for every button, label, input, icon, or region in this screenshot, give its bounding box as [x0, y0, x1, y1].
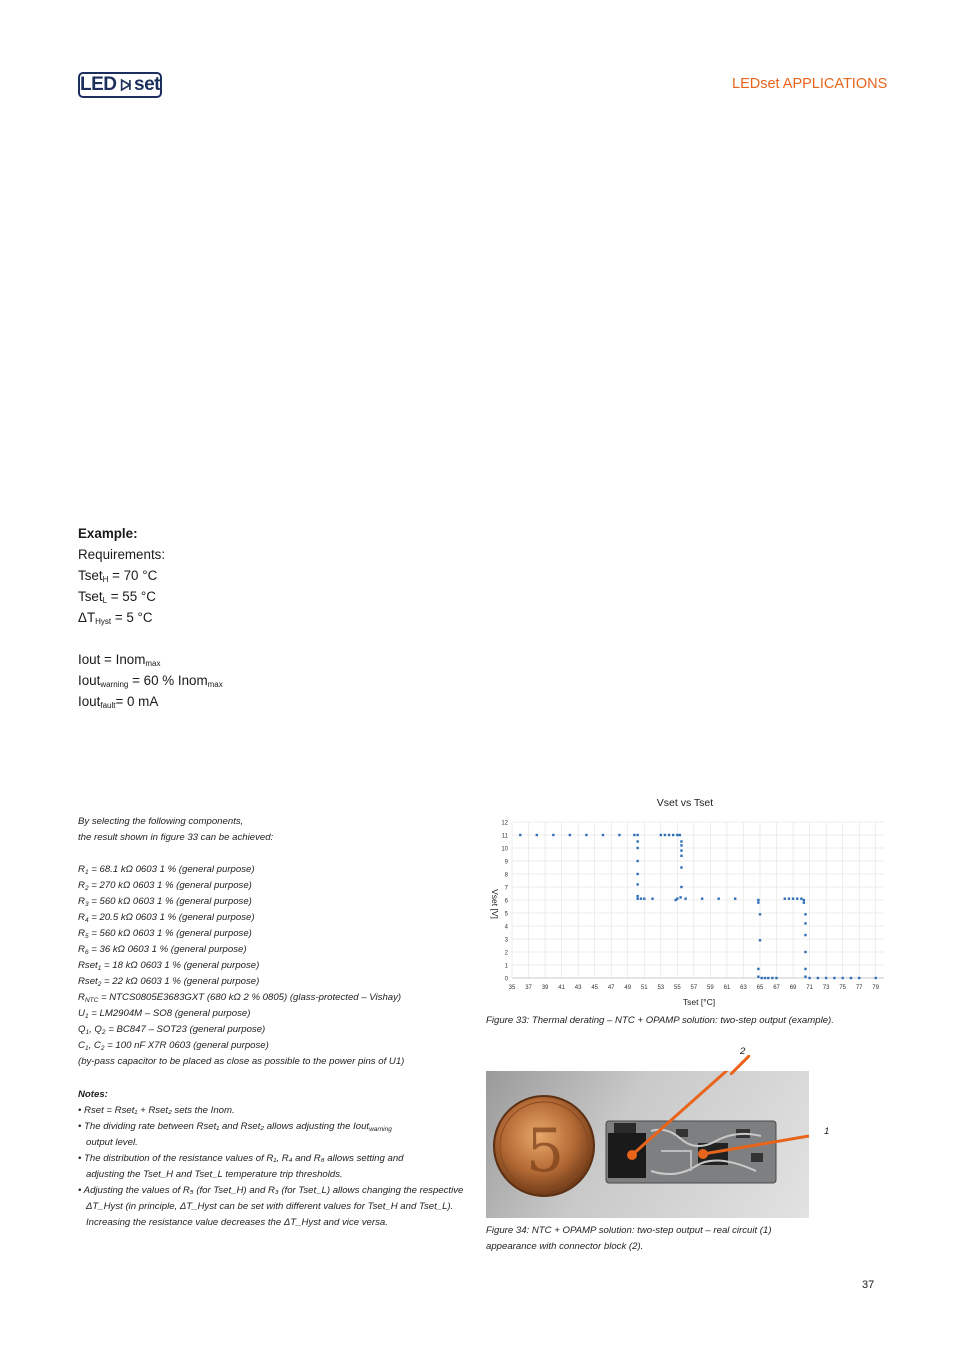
example-block: [78, 523, 223, 712]
component-r1: $R_1 = 68.1$ kΩ 0603 1 % (general purpose): [78, 864, 255, 876]
x-tick-label: 61: [723, 985, 731, 991]
data-point: [788, 898, 790, 900]
y-tick-label: 8: [504, 872, 508, 879]
data-point: [636, 895, 638, 897]
data-point: [636, 898, 638, 900]
data-point: [808, 977, 810, 979]
note-2-cont: output level.: [86, 1137, 138, 1148]
data-point: [771, 977, 773, 979]
data-point: [804, 934, 806, 936]
note-3-cont: adjusting the Tset_H and Tset_L temperature trip thresholds.: [86, 1169, 343, 1180]
components-intro-2: the result shown in figure 33 can be achieved:: [78, 832, 274, 843]
component-list: [78, 814, 478, 1070]
notes-block: [78, 1087, 478, 1231]
data-point: [569, 834, 571, 836]
data-point: [660, 834, 662, 836]
x-tick-label: 39: [541, 985, 549, 991]
data-point: [804, 968, 806, 970]
data-point: [680, 844, 682, 846]
data-point: [636, 847, 638, 849]
data-point: [636, 860, 638, 862]
iout-warning-line: Iout$_{warning}$ = 60 % Inom$_{max}$: [78, 673, 223, 689]
note-2: • The dividing rate between Rset₁ and Rset₂ allows adjusting the Iout$_{warning}$: [78, 1121, 392, 1133]
chart-x-label: Tset [°C]: [682, 997, 716, 1007]
data-point: [800, 898, 802, 900]
component-r3: $R_3 = 560$ kΩ 0603 1 % (general purpose): [78, 896, 252, 908]
data-point: [804, 922, 806, 924]
component-r4: $R_4 = 20.5$ kΩ 0603 1 % (general purpose): [78, 912, 255, 924]
callout-1-dot: [698, 1149, 708, 1159]
vset-vs-tset-chart: [482, 792, 892, 1014]
data-point: [680, 840, 682, 842]
chart-title: Vset vs Tset: [656, 797, 714, 809]
x-tick-label: 63: [740, 985, 747, 991]
component-c: $C_1$, $C_2 = 100$ nF X7R 0603 (general purpose): [78, 1040, 269, 1052]
data-point: [784, 898, 786, 900]
data-point: [672, 834, 674, 836]
x-tick-label: 73: [822, 985, 830, 991]
callout-2-dot: [627, 1150, 637, 1160]
tset-l-line: Tset$_L$ = 55 °C: [78, 589, 156, 605]
data-point: [825, 977, 827, 979]
x-tick-label: 35: [508, 985, 516, 991]
data-point: [759, 913, 761, 915]
data-point: [643, 898, 645, 900]
note-1: • Rset = Rset₁ + Rset₂ sets the Inom.: [78, 1105, 235, 1116]
y-tick-label: 0: [504, 976, 508, 983]
note-3: • The distribution of the resistance values of R₁, R₄ and R₆ allows setting and: [78, 1153, 404, 1164]
logo-text-set: set: [134, 74, 160, 95]
component-r2: $R_2 = 270$ kΩ 0603 1 % (general purpose): [78, 880, 252, 892]
data-point: [775, 977, 777, 979]
callout-2-leader-outside: [730, 1055, 750, 1075]
y-tick-label: 1: [504, 963, 508, 970]
data-point: [757, 899, 759, 901]
y-tick-label: 12: [501, 820, 508, 827]
note-4-cont-2: Increasing the resistance value decreases the ΔT_Hyst and vice versa.: [86, 1217, 388, 1228]
iout-line: Iout = Inom$_{max}$: [78, 652, 161, 668]
chart-grid: [512, 822, 884, 978]
y-tick-label: 10: [501, 846, 508, 853]
y-tick-label: 3: [504, 937, 508, 944]
x-tick-label: 79: [872, 985, 880, 991]
x-tick-label: 69: [789, 985, 797, 991]
data-point: [684, 898, 686, 900]
callout-label-1: 1: [824, 1126, 830, 1137]
notes-heading: Notes:: [78, 1089, 108, 1100]
data-point: [651, 898, 653, 900]
x-tick-label: 55: [673, 985, 681, 991]
data-point: [804, 951, 806, 953]
callout-label-2: 2: [740, 1046, 746, 1057]
data-point: [674, 899, 676, 901]
data-point: [841, 977, 843, 979]
data-point: [679, 896, 681, 898]
y-tick-label: 4: [504, 924, 508, 931]
figure-33-caption: Figure 33: Thermal derating – NTC + OPAMP solution: two-step output (example).: [486, 1015, 834, 1026]
circuit-board-illustration: [486, 1071, 809, 1218]
x-tick-label: 71: [806, 985, 813, 991]
data-point: [633, 834, 635, 836]
data-point: [519, 834, 521, 836]
component-u1: $U_1 = LM2904M - SO8$ (general purpose): [78, 1008, 251, 1020]
data-point: [636, 840, 638, 842]
data-point: [585, 834, 587, 836]
x-tick-label: 53: [657, 985, 665, 991]
x-tick-label: 51: [640, 985, 648, 991]
x-tick-label: 41: [558, 985, 565, 991]
data-point: [850, 977, 852, 979]
data-point: [664, 834, 666, 836]
data-point: [640, 898, 642, 900]
x-tick-label: 77: [855, 985, 863, 991]
data-point: [817, 977, 819, 979]
data-point: [804, 913, 806, 915]
chart-y-ticks: [501, 821, 508, 983]
data-point: [680, 855, 682, 857]
component-rset1: Rset$_1$ = 18 kΩ 0603 1 % (general purpose): [78, 960, 260, 972]
x-tick-label: 65: [756, 985, 764, 991]
chart-points: [519, 834, 877, 979]
data-point: [858, 977, 860, 979]
x-tick-label: 47: [607, 985, 615, 991]
data-point: [636, 873, 638, 875]
data-point: [636, 834, 638, 836]
y-tick-label: 5: [504, 911, 508, 918]
data-point: [792, 898, 794, 900]
example-heading: Example:: [78, 526, 138, 541]
data-point: [760, 977, 762, 979]
components-intro-1: By selecting the following components,: [78, 816, 244, 827]
data-point: [833, 977, 835, 979]
component-r5: $R_5 = 560$ kΩ 0603 1 % (general purpose): [78, 928, 252, 940]
x-tick-label: 59: [707, 985, 714, 991]
data-point: [734, 898, 736, 900]
data-point: [680, 866, 682, 868]
iout-fault-line: Iout$_{fault}$= 0 mA: [78, 694, 159, 710]
x-tick-label: 57: [690, 985, 698, 991]
y-tick-label: 6: [504, 898, 508, 905]
circuit-photo: [486, 1071, 809, 1218]
data-point: [757, 901, 759, 903]
data-point: [680, 849, 682, 851]
component-r6: $R_6 = 36$ kΩ 0603 1 % (general purpose): [78, 944, 247, 956]
page-number: 37: [862, 1279, 875, 1291]
x-tick-label: 37: [525, 985, 532, 991]
figure-34-caption: [486, 1223, 816, 1255]
x-tick-label: 75: [839, 985, 847, 991]
data-point: [636, 883, 638, 885]
data-point: [536, 834, 538, 836]
x-tick-label: 43: [574, 985, 582, 991]
data-point: [602, 834, 604, 836]
tset-h-line: Tset$_H$ = 70 °C: [78, 568, 158, 584]
requirements-label: Requirements:: [78, 547, 166, 562]
data-point: [757, 976, 759, 978]
figure-34-caption-line-1: Figure 34: NTC + OPAMP solution: two-step output – real circuit (1): [486, 1225, 772, 1236]
data-point: [804, 976, 806, 978]
data-point: [803, 899, 805, 901]
y-tick-label: 11: [501, 833, 508, 840]
data-point: [618, 834, 620, 836]
data-point: [767, 977, 769, 979]
note-4: • Adjusting the values of R₅ (for Tset_H) and R₃ (for Tset_L) allows changing the respective: [78, 1185, 464, 1196]
y-tick-label: 9: [504, 859, 508, 866]
component-rntc: $R_{NTC}$ = NTCS0805E3683GXT (680 kΩ 2 % 0805) (glass-protected – Vishay): [78, 992, 402, 1004]
coin-icon: [494, 1096, 594, 1196]
component-rset2: Rset$_2$ = 22 kΩ 0603 1 % (general purpose): [78, 976, 260, 988]
component-q: $Q_1$, $Q_2 = BC847 - SOT23$ (general purpose): [78, 1024, 266, 1036]
y-tick-label: 7: [504, 885, 508, 892]
ledset-logo: [78, 72, 162, 98]
data-point: [759, 939, 761, 941]
x-tick-label: 49: [624, 985, 632, 991]
data-point: [764, 977, 766, 979]
component-bypass-note: (by-pass capacitor to be placed as close as possible to the power pins of U1): [78, 1056, 405, 1067]
data-point: [676, 834, 678, 836]
dt-hyst-line: $\Delta T_{Hyst} = 5$ °C: [78, 610, 153, 626]
chart-x-ticks: [509, 985, 880, 991]
data-point: [668, 834, 670, 836]
data-point: [552, 834, 554, 836]
data-point: [680, 886, 682, 888]
note-4-cont: ΔT_Hyst (in principle, ΔT_Hyst can be set with different values for Tset_H and Tset_L).: [86, 1201, 454, 1212]
data-point: [875, 977, 877, 979]
figure-34-caption-line-2: appearance with connector block (2).: [486, 1241, 644, 1252]
chart-y-label: Vset [V]: [490, 889, 500, 919]
x-tick-label: 45: [591, 985, 599, 991]
data-point: [757, 968, 759, 970]
play-triangle-icon: [120, 77, 132, 93]
svg-text:5: 5: [526, 1116, 565, 1186]
data-point: [796, 898, 798, 900]
y-tick-label: 2: [504, 950, 508, 957]
data-point: [717, 898, 719, 900]
data-point: [803, 901, 805, 903]
x-tick-label: 67: [773, 985, 780, 991]
data-point: [679, 834, 681, 836]
data-point: [701, 898, 703, 900]
logo-text-led: LED: [80, 74, 117, 95]
section-title: LEDset APPLICATIONS: [732, 76, 888, 92]
